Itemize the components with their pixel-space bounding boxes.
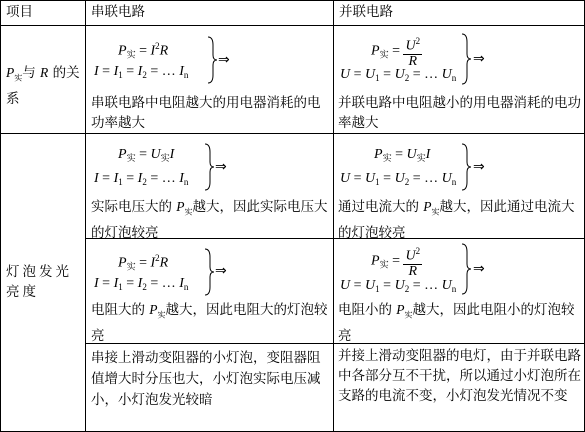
header-parallel: 并联电路 (339, 4, 393, 20)
header-item: 项目 (6, 4, 33, 20)
row2-series-formula-2: $I = I_1 = I_2$ = … $I_n$ (94, 171, 189, 187)
row2-series-brace (203, 142, 215, 192)
row3-parallel-text: 电阻小的 $P_实$越大，因此电阻小的灯泡较亮 (338, 302, 575, 344)
row2-series-arrow: ⇒ (215, 159, 227, 175)
row3-parallel-formula-2: $U = U_1 = U_2$ = … $U_n$ (340, 278, 457, 294)
row1-parallel-formula-2: $U = U_1 = U_2$ = … $U_n$ (340, 67, 457, 83)
row4-parallel-text: 并接上滑动变阻器的电灯，由于并联电路中各部分互不干扰，所以通过小灯泡所在支路的电流不变，小灯泡发光情况不变 (338, 348, 581, 404)
row2-label: 灯泡发光亮度 (6, 264, 72, 300)
row3-series-text: 电阻大的 $P_实$越大，因此电阻大的灯泡较亮 (91, 302, 328, 344)
row1-series-formula-2: $I = I_1 = I_2$ = … $I_n$ (94, 64, 189, 80)
column-divider-2 (333, 0, 334, 432)
row2-series-formula-1: $P_实 = U_实I$ (118, 147, 175, 163)
row1-series-text: 串联电路中电阻越大的用电器消耗的电功率越大 (91, 95, 321, 131)
row1-label: $P_实$与 R 的关系 (6, 65, 80, 107)
table-border-top (0, 0, 585, 1)
row2-parallel-arrow: ⇒ (473, 159, 485, 175)
row3-series-arrow: ⇒ (215, 263, 227, 279)
row2-parallel-brace (460, 142, 472, 192)
row3-series-formula-1: $P_实 = I^2R$ (118, 253, 169, 272)
table-border-left (0, 0, 1, 432)
header-series: 串联电路 (91, 4, 145, 20)
row3-parallel-arrow: ⇒ (473, 261, 485, 277)
row1-series-arrow: ⇒ (218, 52, 230, 68)
row1-parallel-text: 并联电路中电阻越小的用电器消耗的电功率越大 (338, 95, 581, 131)
row3-parallel-formula-1: $P_实$ = $\frac{U^2}{R}$ (371, 246, 421, 279)
row1-series-brace (206, 35, 218, 85)
row1-parallel-arrow: ⇒ (473, 51, 485, 67)
row3-series-formula-2: $I = I_1 = I_2$ = … $I_n$ (94, 276, 189, 292)
row-divider-header (0, 25, 585, 26)
row1-parallel-formula-1: $P_实$ = $\frac{U^2}{R}$ (371, 36, 421, 69)
row-divider-1 (0, 133, 585, 134)
row3-parallel-brace (460, 242, 472, 296)
row2-parallel-text: 通过电流大的 $P_实$越大，因此通过电流大的灯泡较亮 (338, 199, 575, 241)
row2-parallel-formula-2: $U = U_1 = U_2$ = … $U_n$ (340, 171, 457, 187)
row2-parallel-formula-1: $P_实 = U_实I$ (374, 147, 431, 163)
row1-series-formula-1: $P_实 = I^2R$ (118, 41, 169, 60)
row2-series-text: 实际电压大的 $P_实$越大，因此实际电压大的灯泡较亮 (91, 199, 328, 241)
row4-series-text: 串接上滑动变阻器的小灯泡，变阻器阻值增大时分压也大，小灯泡实际电压减小，小灯泡发光较暗 (91, 350, 321, 408)
row1-parallel-brace (460, 32, 472, 86)
row3-series-brace (203, 247, 215, 297)
